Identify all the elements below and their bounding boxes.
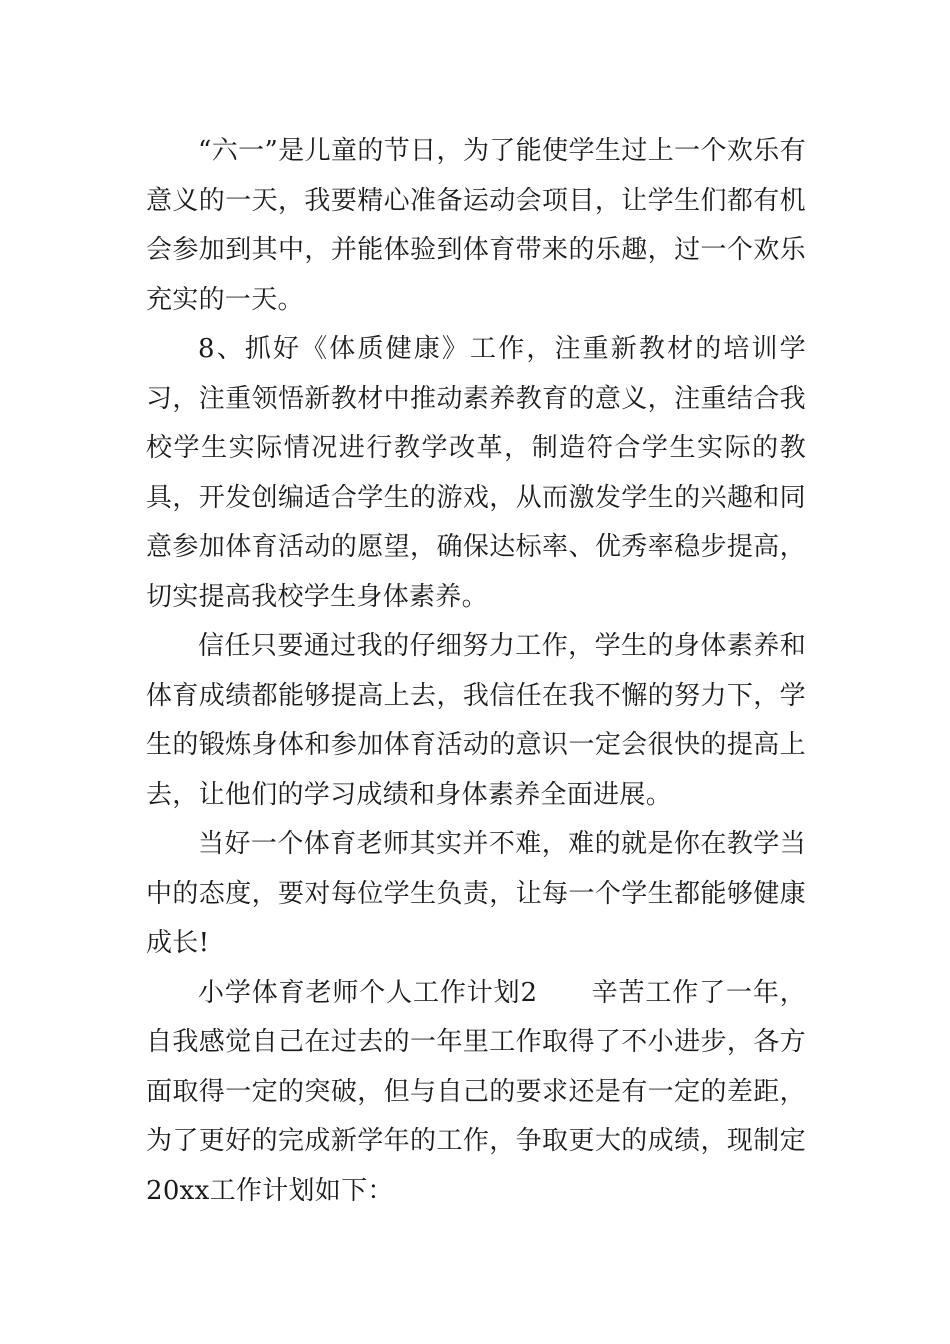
paragraph-physical-health: 8、抓好《体质健康》工作，注重新教材的培训学习，注重领悟新教材中推动素养教育的意义，注重结合我校学生实际情况进行教学改革，制造符合学生实际的教具，开发创编适合学生的游戏，从而激发学生的兴趣和同意参加体育活动的愿望，确保达标率、优秀率稳步提高，切实提高我校学生身体素养。 — [146, 334, 806, 612]
paragraph-trust: 信任只要通过我的仔细努力工作，学生的身体素养和体育成绩都能够提高上去，我信任在我不懈的努力下，学生的锻炼身体和参加体育活动的意识一定会很快的提高上去，让他们的学习成绩和身体素养全面进展。 — [146, 631, 806, 810]
document-body — [146, 127, 806, 1216]
paragraph-work-plan-2: 小学体育老师个人工作计划2 辛苦工作了一年，自我感觉自己在过去的一年里工作取得了不小进步，各方面取得一定的突破，但与自己的要求还是有一定的差距，为了更好的完成新学年的工作，争取更大的成绩，现制定20xx工作计划如下： — [146, 977, 806, 1206]
paragraph-children-day: “六一”是儿童的节日，为了能使学生过上一个欢乐有意义的一天，我要精心准备运动会项目，让学生们都有机会参加到其中，并能体验到体育带来的乐趣，过一个欢乐充实的一天。 — [146, 136, 806, 315]
paragraph-good-teacher: 当好一个体育老师其实并不难，难的就是你在教学当中的态度，要对每位学生负责，让每一个学生都能够健康成长! — [146, 829, 806, 958]
